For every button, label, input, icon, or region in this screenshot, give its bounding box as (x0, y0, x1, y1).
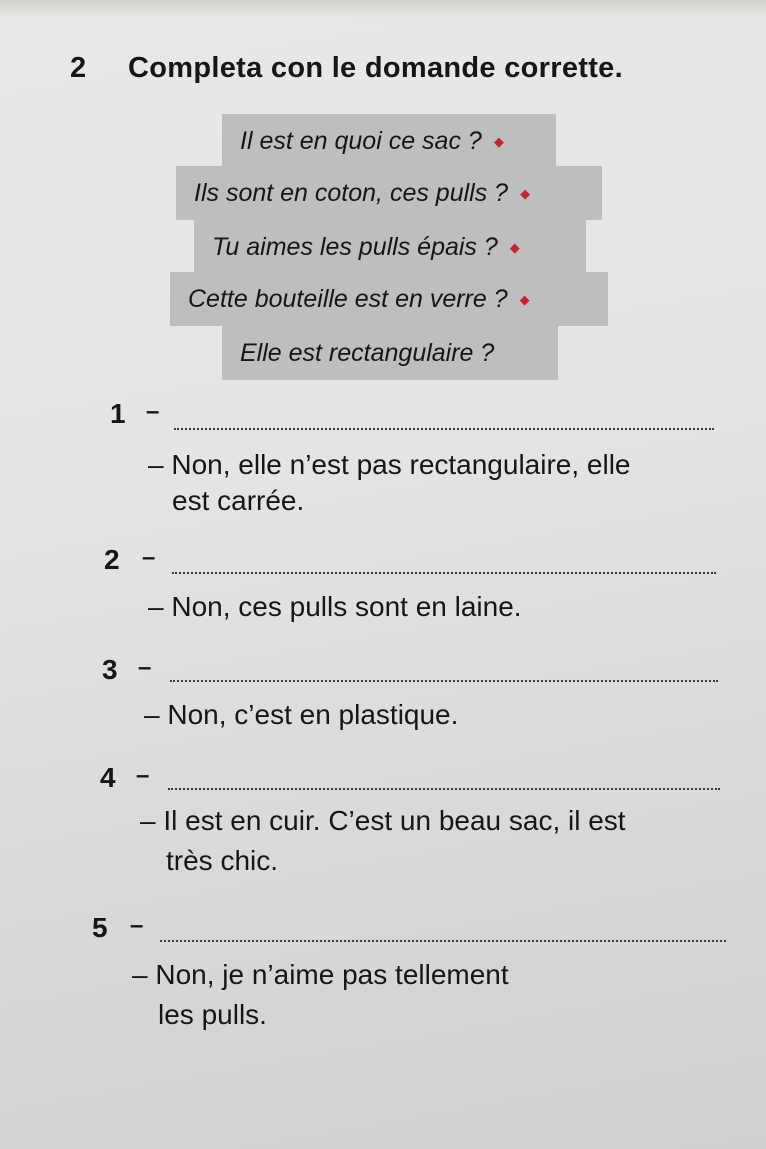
prompt-text: Tu aimes les pulls épais ? (212, 233, 498, 261)
item-dash: – (146, 398, 160, 425)
item-number: 4 (100, 762, 116, 793)
item-dash: – (136, 762, 150, 789)
item-number: 5 (92, 912, 108, 943)
exercise-title (70, 52, 623, 85)
item-number: 2 (104, 544, 120, 575)
item-dash: – (138, 654, 152, 681)
item-dash: – (130, 912, 144, 939)
answer-line-5[interactable] (160, 940, 726, 942)
prompt-box-1 (222, 114, 556, 168)
page-top-edge (0, 0, 766, 18)
exercise-instruction: Completa con le domande corrette. (128, 52, 623, 84)
response-line: – Non, elle n’est pas rectangulaire, elle (148, 449, 631, 480)
answer-line-4[interactable] (168, 788, 720, 790)
prompt-box-4 (170, 272, 608, 326)
response-line: – Non, c’est en plastique. (144, 699, 459, 730)
exercise-number: 2 (70, 52, 87, 84)
diamond-bullet-icon: ◆ (520, 186, 531, 201)
item-number: 3 (102, 654, 118, 685)
prompt-text: Cette bouteille est en verre ? (188, 285, 508, 313)
item-number: 1 (110, 398, 126, 429)
prompt-box-3 (194, 220, 586, 274)
answer-line-2[interactable] (172, 572, 716, 574)
response-line: est carrée. (172, 485, 305, 516)
answer-line-3[interactable] (170, 680, 718, 682)
answer-line-1[interactable] (174, 428, 714, 430)
prompt-text: Ils sont en coton, ces pulls ? (194, 179, 509, 207)
response-line: – Non, je n’aime pas tellement (132, 959, 509, 990)
response-line: – Il est en cuir. C’est un beau sac, il est (140, 805, 626, 836)
response-line: les pulls. (158, 999, 267, 1030)
item-dash: – (142, 544, 156, 571)
diamond-bullet-icon: ◆ (519, 292, 530, 307)
response-line: – Non, ces pulls sont en laine. (148, 591, 522, 622)
diamond-bullet-icon: ◆ (493, 134, 504, 149)
prompt-text: Il est en quoi ce sac ? (240, 127, 482, 155)
diamond-bullet-icon: ◆ (509, 240, 520, 255)
prompt-box-2 (176, 166, 602, 220)
prompt-text: Elle est rectangulaire ? (240, 339, 495, 367)
prompt-box-5 (222, 326, 558, 380)
response-line: très chic. (166, 845, 279, 876)
